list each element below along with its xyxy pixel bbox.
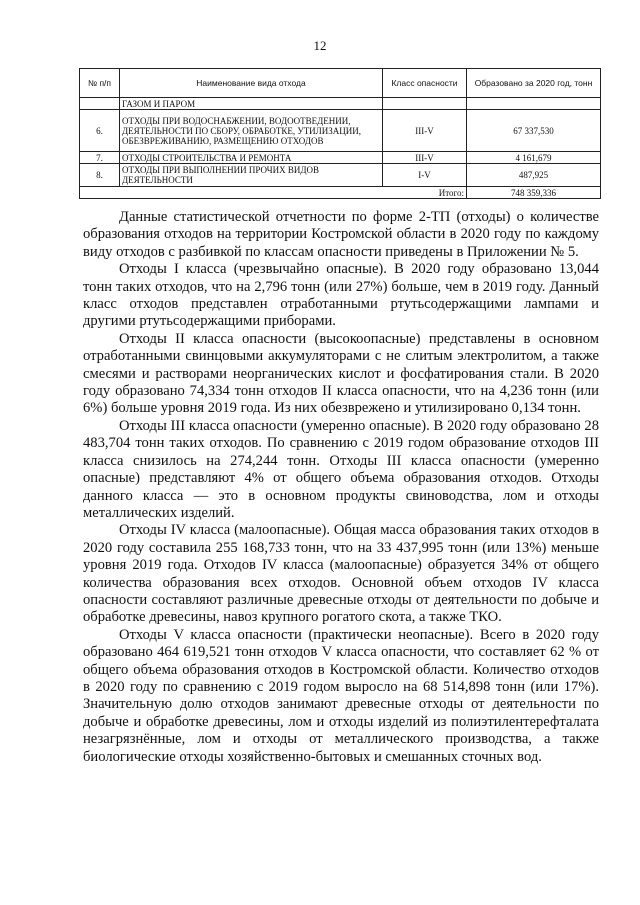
row-class: III-V: [383, 152, 467, 164]
row-num: 7.: [80, 152, 120, 164]
row-amount: 67 337,530: [467, 110, 601, 152]
total-label: Итого:: [80, 187, 467, 199]
paragraph-class-1: Отходы I класса (чрезвычайно опасные). В 2020 году образовано 13,044 тонн таких отходов, что на 2,796 тонн (или 27%) больше, чем в 2019 году. Данный класс отходов представлен отработанными ртутьсодержащими лампами и другими ртутьсодержащими приборами.: [83, 261, 599, 330]
paragraph-class-4: Отходы IV класса (малоопасные). Общая масса образования таких отходов в 2020 году составила 255 168,733 тонн, что на 33 437,995 тонн (или 13%) меньше уровня 2019 года. Отходов IV класса (малоопасные) образуется 34% от общего количества образования всех отходов. Основной объем отходов IV класса опасности составляют различные древесные отходы от деятельности по добыче и обработке древесины, навоз крупного рогатого скота, а также ТКО.: [83, 522, 599, 626]
row-amount: 4 161,679: [467, 152, 601, 164]
paragraph-summary: Данные статистической отчетности по форме 2-ТП (отходы) о количестве образования отходов на территории Костромской области в 2020 году по каждому виду отходов с разбивкой по классам опасности приведены в Приложении № 5.: [83, 209, 599, 260]
row-class: [383, 98, 467, 110]
header-name: Наименование вида отхода: [120, 69, 383, 98]
row-amount: [467, 98, 601, 110]
table-row: [80, 152, 601, 164]
row-amount: 487,925: [467, 164, 601, 187]
row-class: III-V: [383, 110, 467, 152]
row-num: 8.: [80, 164, 120, 187]
body-text: [83, 209, 599, 766]
row-class: I-V: [383, 164, 467, 187]
header-num: № п/п: [80, 69, 120, 98]
row-name: ОТХОДЫ СТРОИТЕЛЬСТВА И РЕМОНТА: [120, 152, 383, 164]
page-number: 12: [313, 38, 327, 53]
row-name: ОТХОДЫ ПРИ ВЫПОЛНЕНИИ ПРОЧИХ ВИДОВ ДЕЯТЕЛЬНОСТИ: [120, 164, 383, 187]
row-num: 6.: [80, 110, 120, 152]
table-row: [80, 98, 601, 110]
table-total-row: [80, 187, 601, 199]
row-name: ГАЗОМ И ПАРОМ: [120, 98, 383, 110]
header-amount: Образовано за 2020 год, тонн: [467, 69, 601, 98]
waste-table: [79, 68, 601, 199]
header-class: Класс опасности: [383, 69, 467, 98]
row-num: [80, 98, 120, 110]
table-header-row: [80, 69, 601, 98]
table-row: [80, 164, 601, 187]
row-name: ОТХОДЫ ПРИ ВОДОСНАБЖЕНИИ, ВОДООТВЕДЕНИИ, ДЕЯТЕЛЬНОСТИ ПО СБОРУ, ОБРАБОТКЕ, УТИЛИЗАЦИИ, ОБЕЗВРЕЖИВАНИЮ, РАЗМЕЩЕНИЮ ОТХОДОВ: [120, 110, 383, 152]
paragraph-class-3: Отходы III класса опасности (умеренно опасные). В 2020 году образовано 28 483,704 тонн таких отходов. По сравнению с 2019 годом образование отходов III класса снизилось на 274,244 тонн. Отходы III класса опасности (умеренно опасные) представляют 4% от общего объема образования отходов. Отходы данного класса — это в основном продукты свиноводства, лом и отходы металлических изделий.: [83, 417, 599, 521]
paragraph-class-2: Отходы II класса опасности (высокоопасные) представлены в основном отработанными свинцовыми аккумуляторами с не слитым электролитом, а также смесями и растворами неорганических кислот и фосфатирования стали. В 2020 году образовано 74,334 тонн отходов II класса опасности, что на 4,236 тонн (или 6%) больше уровня 2019 года. Из них обезврежено и утилизировано 0,134 тонн.: [83, 330, 599, 417]
table-row: [80, 110, 601, 152]
total-value: 748 359,336: [467, 187, 601, 199]
paragraph-class-5: Отходы V класса опасности (практически неопасные). Всего в 2020 году образовано 464 619,521 тонн отходов V класса опасности, что составляет 62 % от общего объема образования отходов в Костромской области. Количество отходов в 2020 году по сравнению с 2019 годом выросло на 68 514,898 тонн (или 17%). Значительную долю отходов занимают древесные отходы от деятельности по добыче и обработке древесины, лом и отходы изделий из полиэтилентерефталата незагрязнённые, лом и отходы от металлического производства, а также биологические отходы хозяйственно-бытовых и смешанных сточных вод.: [83, 626, 599, 765]
